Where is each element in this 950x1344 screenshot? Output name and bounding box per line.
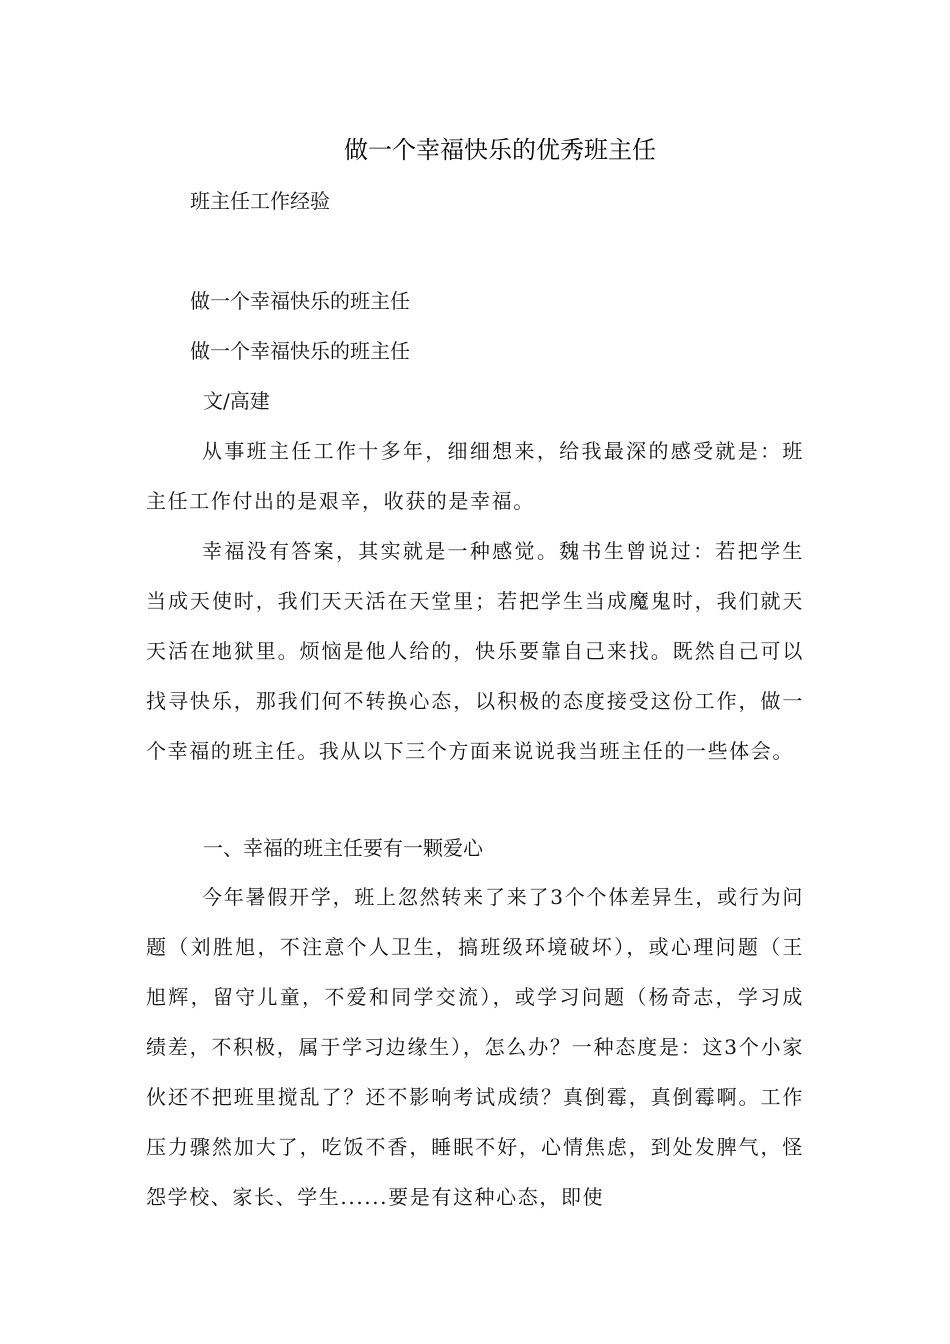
document-category: 班主任工作经验 [190,189,330,213]
section-heading: 一、幸福的班主任要有一颗爱心 [203,836,483,860]
document-subtitle-2: 做一个幸福快乐的班主任 [190,339,410,363]
section-paragraph: 今年暑假开学，班上忽然转来了来了3个个体差异生，或行为问题（刘胜旭，不注意个人卫生，搞班级环境破坏），或心理问题（王旭辉，留守儿童，不爱和同学交流），或学习问题（杨奇志，学习成绩差，不积极，属于学习边缘生），怎么办？一种态度是：这3个小家伙还不把班里搅乱了？还不影响考试成绩？真倒霉，真倒霉啊。工作压力骤然加大了，吃饭不香，睡眠不好，心情焦虑，到处发脾气，怪怨学校、家长、学生......要是有这种心态，即使 [146,885,804,1209]
document-author: 文/高建 [203,389,270,413]
paragraph-1: 从事班主任工作十多年，细细想来，给我最深的感受就是：班主任工作付出的是艰辛，收获的是幸福。 [146,439,804,513]
document-subtitle-1: 做一个幸福快乐的班主任 [190,289,410,313]
document-title: 做一个幸福快乐的优秀班主任 [344,136,656,164]
paragraph-2: 幸福没有答案，其实就是一种感觉。魏书生曾说过：若把学生当成天使时，我们天天活在天堂里；若把学生当成魔鬼时，我们就天天活在地狱里。烦恼是他人给的，快乐要靠自己来找。既然自己可以找寻快乐，那我们何不转换心态，以积极的态度接受这份工作，做一个幸福的班主任。我从以下三个方面来说说我当班主任的一些体会。 [146,539,804,763]
